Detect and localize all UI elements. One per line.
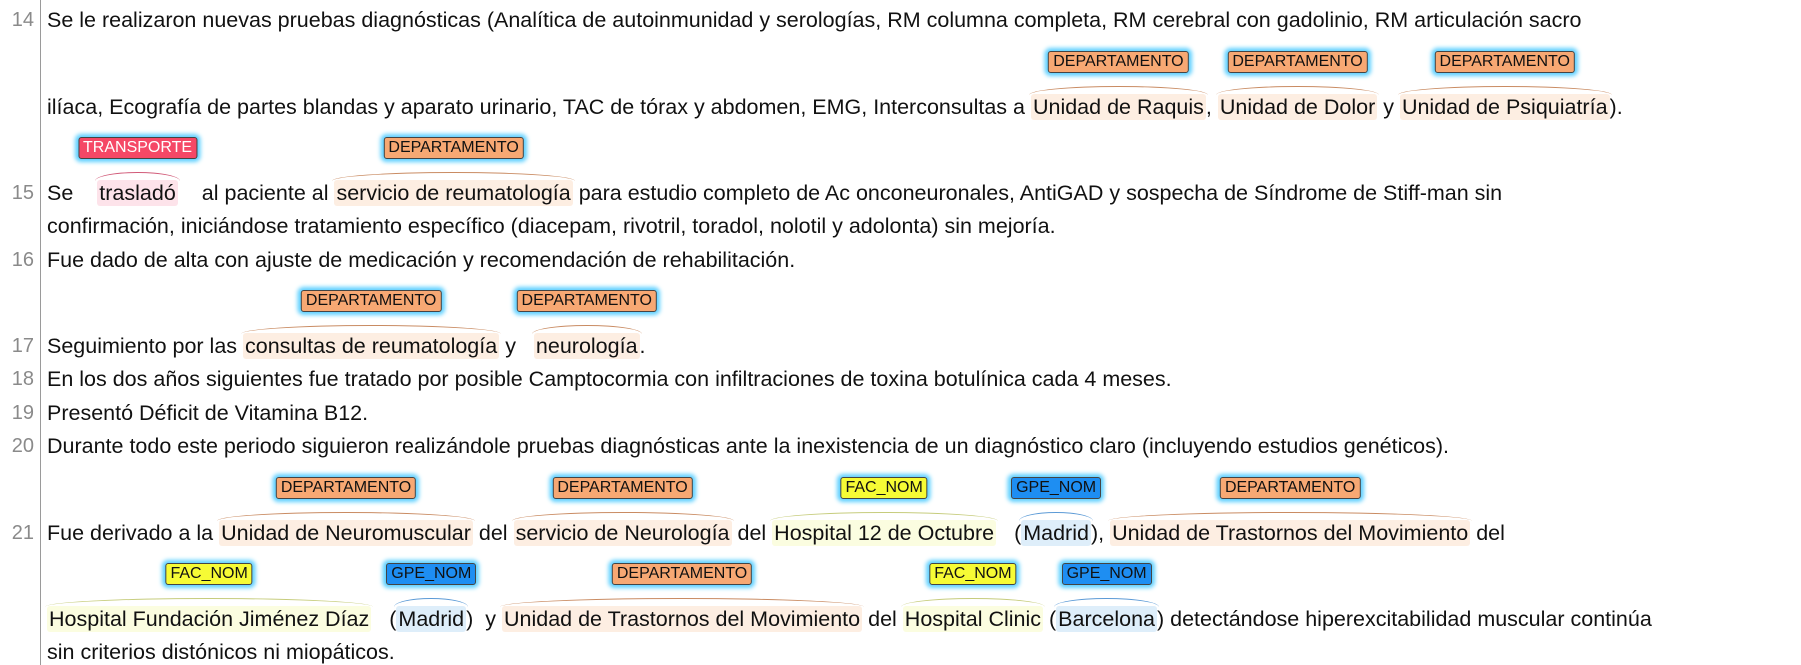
entity-text: Unidad de Psiquiatría xyxy=(1401,95,1608,119)
tag-departamento[interactable]: DEPARTAMENTO xyxy=(1435,51,1575,73)
entity-brace xyxy=(1019,512,1093,523)
entity-brace xyxy=(1029,86,1208,97)
entity-text: Unidad de Raquis xyxy=(1032,95,1204,119)
entity-brace xyxy=(1054,598,1159,609)
entity-madrid[interactable] xyxy=(391,565,472,632)
tag-departamento[interactable]: DEPARTAMENTO xyxy=(1220,477,1360,499)
entity-text: neurología xyxy=(535,334,638,358)
tag-transporte[interactable]: TRANSPORTE xyxy=(78,137,197,159)
sentence-21-part-3: sin criterios distónicos ni miopáticos. xyxy=(47,640,395,664)
sentence-15-part-2: confirmación, iniciándose tratamiento específico (diacepam, rivotril, toradol, nolotil y adolonta) sin mejoría. xyxy=(47,214,1056,238)
entity-traslado[interactable] xyxy=(83,139,193,206)
entity-brace xyxy=(45,598,373,609)
tag-fac-nom[interactable]: FAC_NOM xyxy=(840,477,927,499)
entity-brace xyxy=(95,172,180,183)
text-segment: y xyxy=(1383,95,1394,119)
entity-consultas-de-reumatologia[interactable] xyxy=(243,292,499,359)
tag-departamento[interactable]: DEPARTAMENTO xyxy=(276,477,416,499)
entity-text: Unidad de Dolor xyxy=(1219,95,1376,119)
tag-gpe-nom[interactable]: GPE_NOM xyxy=(1062,563,1152,585)
entity-text: Barcelona xyxy=(1058,607,1155,631)
entity-servicio-de-reumatologia[interactable] xyxy=(334,139,572,206)
entity-hospital-clinic[interactable] xyxy=(903,565,1043,632)
text-segment: ), xyxy=(1090,521,1105,545)
tag-departamento[interactable]: DEPARTAMENTO xyxy=(612,563,752,585)
text-segment: del xyxy=(737,521,767,545)
entity-text: Hospital 12 de Octubre xyxy=(774,521,995,545)
entity-text: Madrid xyxy=(398,607,465,631)
text-segment: Se xyxy=(47,181,74,205)
line-number-14: 14 xyxy=(11,9,34,31)
entity-unidad-de-trastornos-del-movimiento[interactable] xyxy=(502,565,862,632)
text-segment: al paciente al xyxy=(201,181,329,205)
text-segment: Fue derivado a la xyxy=(47,521,214,545)
text-segment: y xyxy=(505,334,516,358)
entity-hospital-12-de-octubre[interactable] xyxy=(772,479,996,546)
entity-brace xyxy=(241,325,501,336)
tag-departamento[interactable]: DEPARTAMENTO xyxy=(552,477,692,499)
line-number-21: 21 xyxy=(11,522,34,544)
entity-brace xyxy=(394,598,468,609)
tag-fac-nom[interactable]: FAC_NOM xyxy=(165,563,252,585)
line-number-19: 19 xyxy=(11,402,34,424)
text-segment: ilíaca, Ecografía de partes blandas y aparato urinario, TAC de tórax y abdomen, EMG, Interconsultas a xyxy=(47,95,1025,119)
tag-departamento[interactable]: DEPARTAMENTO xyxy=(1227,51,1367,73)
entity-text: Hospital Fundación Jiménez Díaz xyxy=(49,607,370,631)
entity-brace xyxy=(1398,86,1612,97)
text-segment: para estudio completo de Ac onconeuronales, AntiGAD y sospecha de Síndrome de Stiff-man sin xyxy=(578,181,1503,205)
entity-text: servicio de Neurología xyxy=(515,521,730,545)
sentence-14-part-2 xyxy=(47,53,1623,120)
text-segment: ( xyxy=(1049,607,1057,631)
text-segment: Seguimiento por las xyxy=(47,334,238,358)
text-segment: ( xyxy=(389,607,397,631)
text-segment: del xyxy=(868,607,897,631)
sentence-21-part-1 xyxy=(47,479,1505,546)
entity-brace xyxy=(500,598,864,609)
tag-departamento[interactable]: DEPARTAMENTO xyxy=(1048,51,1188,73)
sentence-21-part-2 xyxy=(47,565,1652,632)
sentence-17 xyxy=(47,292,652,359)
entity-unidad-de-psiquiatria[interactable] xyxy=(1400,53,1610,120)
tag-gpe-nom[interactable]: GPE_NOM xyxy=(386,563,476,585)
entity-text: servicio de reumatología xyxy=(336,181,571,205)
line-number-20: 20 xyxy=(11,435,34,457)
tag-fac-nom[interactable]: FAC_NOM xyxy=(929,563,1016,585)
text-segment: ). xyxy=(1609,95,1623,119)
text-segment: , xyxy=(1205,95,1212,119)
entity-text: Hospital Clinic xyxy=(904,607,1042,631)
entity-text: Unidad de Neuromuscular xyxy=(221,521,471,545)
line-number-17: 17 xyxy=(11,335,34,357)
entity-barcelona[interactable] xyxy=(1056,565,1157,632)
sentence-15-part-1 xyxy=(47,139,1503,206)
text-segment: ( xyxy=(1014,521,1022,545)
entity-unidad-de-trastornos-del-movimiento[interactable] xyxy=(1110,479,1470,546)
entity-hospital-fundacion-jimenez-diaz[interactable] xyxy=(47,565,371,632)
tag-departamento[interactable]: DEPARTAMENTO xyxy=(301,290,441,312)
entity-brace xyxy=(1108,512,1472,523)
sentence-14-part-1: Se le realizaron nuevas pruebas diagnósticas (Analítica de autoinmunidad y serologías, RM columna completa, RM cerebral con gadolinio, RM articulación sacro xyxy=(47,8,1582,32)
sentence-16: Fue dado de alta con ajuste de medicación y recomendación de rehabilitación. xyxy=(47,248,796,272)
sentence-18: En los dos años siguientes fue tratado por posible Camptocormia con infiltraciones de toxina botulínica cada 4 meses. xyxy=(47,367,1172,391)
entity-servicio-de-neurologia[interactable] xyxy=(514,479,732,546)
entity-brace xyxy=(217,512,475,523)
entity-brace xyxy=(532,325,642,336)
text-segment: ) detectándose hiperexcitabilidad muscular continúa xyxy=(1157,607,1652,631)
entity-brace xyxy=(901,598,1045,609)
line-number-18: 18 xyxy=(11,368,34,390)
line-number-15: 15 xyxy=(11,182,34,204)
entity-text: Unidad de Trastornos del Movimiento xyxy=(503,607,861,631)
text-segment: del xyxy=(478,521,508,545)
sentence-20: Durante todo este periodo siguieron realizándole pruebas diagnósticas ante la inexistencia de un diagnóstico claro (incluyendo estudios genéticos). xyxy=(47,434,1449,458)
text-segment: . xyxy=(639,334,646,358)
tag-gpe-nom[interactable]: GPE_NOM xyxy=(1011,477,1101,499)
line-number-16: 16 xyxy=(11,249,34,271)
entity-unidad-de-dolor[interactable] xyxy=(1218,53,1377,120)
tag-departamento[interactable]: DEPARTAMENTO xyxy=(517,290,657,312)
text-segment: del xyxy=(1476,521,1505,545)
entity-unidad-de-raquis[interactable] xyxy=(1031,53,1206,120)
entity-text: Unidad de Trastornos del Movimiento xyxy=(1112,521,1469,545)
entity-unidad-de-neuromuscular[interactable] xyxy=(219,479,473,546)
tag-departamento[interactable]: DEPARTAMENTO xyxy=(383,137,523,159)
gutter-divider xyxy=(40,0,41,665)
entity-text: consultas de reumatología xyxy=(245,334,498,358)
sentence-19: Presentó Déficit de Vitamina B12. xyxy=(47,401,369,425)
text-segment: ) y xyxy=(466,607,496,631)
entity-brace xyxy=(512,512,734,523)
entity-madrid[interactable] xyxy=(1016,479,1097,546)
entity-text: Madrid xyxy=(1023,521,1089,545)
entity-brace xyxy=(770,512,998,523)
entity-neurologia[interactable] xyxy=(521,292,652,359)
entity-text: trasladó xyxy=(99,181,176,205)
entity-brace xyxy=(332,172,574,183)
entity-brace xyxy=(1216,86,1379,97)
